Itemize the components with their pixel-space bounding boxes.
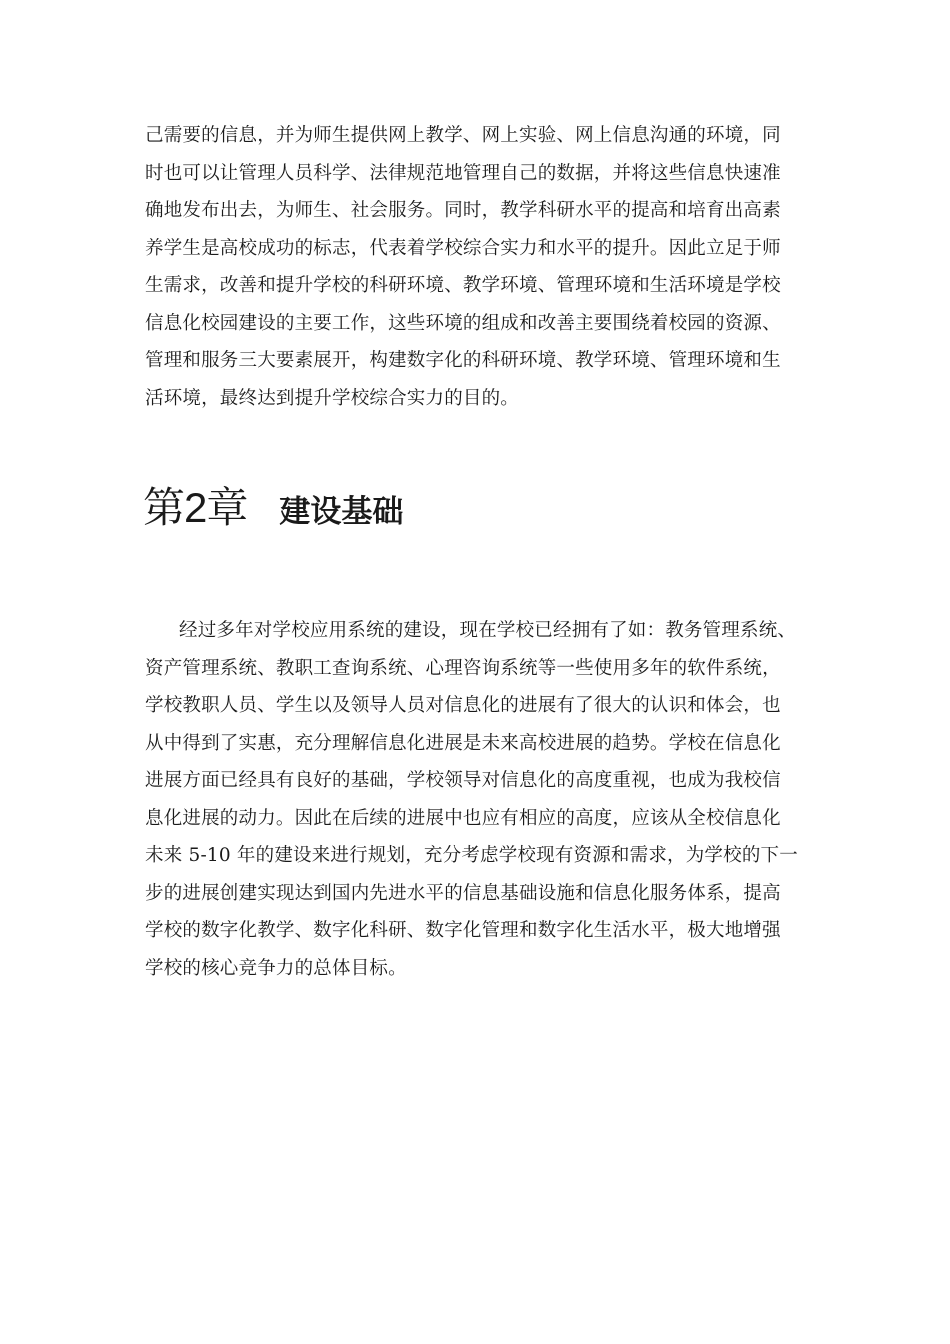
paragraph-line: 养学生是高校成功的标志，代表着学校综合实力和水平的提升。因此立足于师	[145, 237, 781, 259]
paragraph-line: 时也可以让管理人员科学、法律规范地管理自己的数据，并将这些信息快速准	[145, 162, 781, 184]
paragraph-line: 经过多年对学校应用系统的建设，现在学校已经拥有了如：教务管理系统、	[179, 620, 797, 641]
paragraph-line: 从中得到了实惠，充分理解信息化进展是未来高校进展的趋势。学校在信息化	[145, 732, 781, 754]
chapter-title: 建设基础	[279, 494, 404, 530]
paragraph-line: 信息化校园建设的主要工作，这些环境的组成和改善主要围绕着校园的资源、	[145, 312, 781, 334]
body-paragraph	[145, 612, 825, 987]
chapter-heading	[143, 478, 403, 542]
paragraph-line: 生需求，改善和提升学校的科研环境、教学环境、管理环境和生活环境是学校	[145, 275, 781, 296]
paragraph-line: 学校的数字化教学、数字化科研、数字化管理和数字化生活水平，极大地增强	[145, 920, 781, 941]
paragraph-line: 未来 5-10 年的建设来进行规划，充分考虑学校现有资源和需求，为学校的下一	[145, 845, 798, 866]
paragraph-line: 息化进展的动力。因此在后续的进展中也应有相应的高度，应该从全校信息化	[145, 807, 781, 829]
paragraph-line: 己需要的信息，并为师生提供网上教学、网上实验、网上信息沟通的环境，同	[145, 125, 781, 146]
paragraph-line: 活环境，最终达到提升学校综合实力的目的。	[145, 387, 520, 409]
paragraph-line: 学校的核心竞争力的总体目标。	[145, 957, 407, 979]
paragraph-line: 步的进展创建实现达到国内先进水平的信息基础设施和信息化服务体系，提高	[145, 882, 781, 904]
paragraph-line: 资产管理系统、教职工查询系统、心理咨询系统等一些使用多年的软件系统，	[145, 657, 781, 679]
paragraph-line: 进展方面已经具有良好的基础，学校领导对信息化的高度重视，也成为我校信	[145, 770, 781, 791]
body-paragraph-continued	[145, 117, 825, 417]
paragraph-line: 管理和服务三大要素展开，构建数字化的科研环境、教学环境、管理环境和生	[145, 350, 781, 371]
paragraph-line: 确地发布出去，为师生、社会服务。同时，教学科研水平的提高和培育出高素	[145, 200, 781, 221]
chapter-number: 第2章	[143, 484, 248, 531]
paragraph-line: 学校教职人员、学生以及领导人员对信息化的进展有了很大的认识和体会，也	[145, 695, 781, 716]
